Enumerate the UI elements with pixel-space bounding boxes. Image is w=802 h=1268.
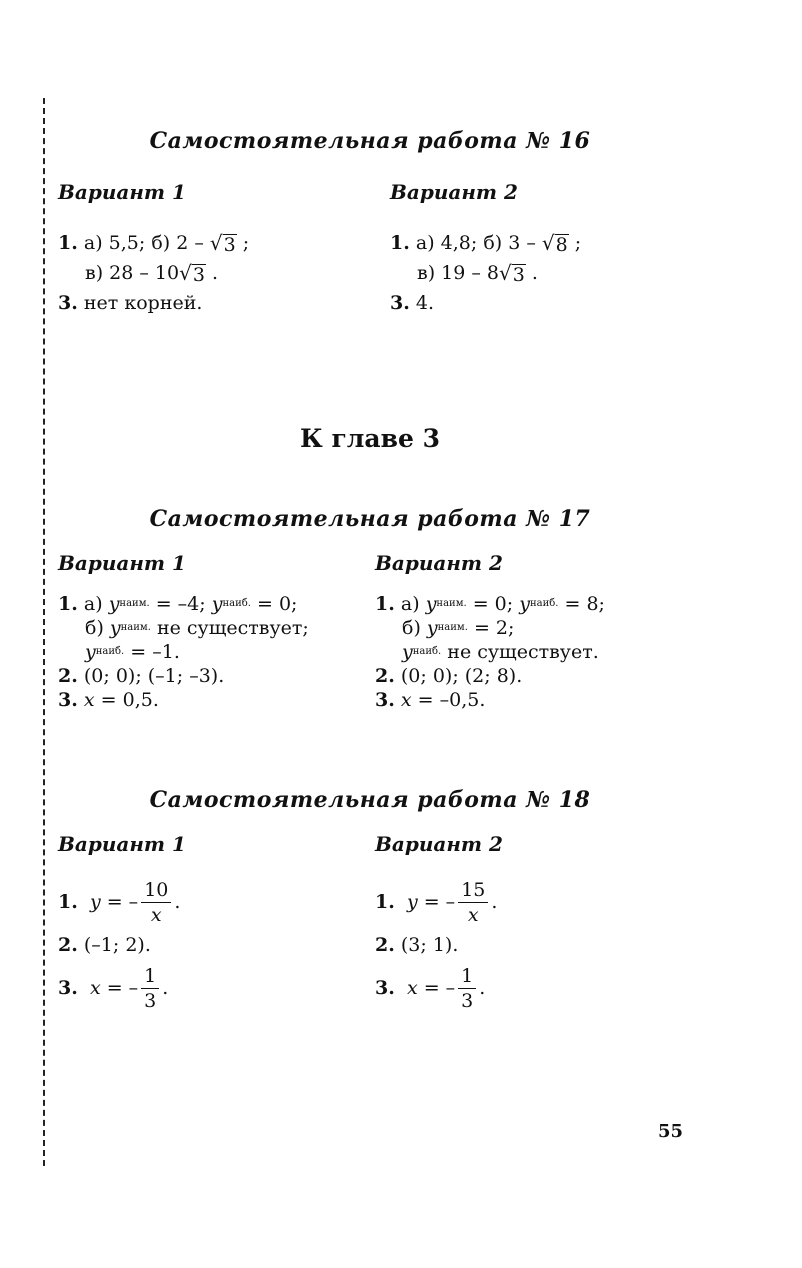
s18-variant-1-label: Вариант 1: [58, 832, 186, 856]
s17-v1-answer-3: 3. x = 0,5.: [58, 689, 159, 711]
fraction: $\frac{10}{x}$: [141, 878, 171, 927]
section-18-title: Самостоятельная работа № 18: [149, 787, 591, 813]
sqrt-symbol: √ 8: [541, 230, 568, 256]
s17-v2-answer-1a: 1. а) y наим. = 0; y наиб. = 8;: [375, 593, 605, 615]
s16-variant-1-answers: [58, 228, 249, 318]
s16-v2-answer-1b: в) 19 – 8 √ 3 .: [417, 260, 538, 286]
s17-v1-answer-1a: 1. а) y наим. = –4; y наиб. = 0;: [58, 593, 298, 615]
section-16-title: Самостоятельная работа № 16: [149, 128, 591, 154]
s18-v2-answer-3: 3. x = – $\frac{1}{3}$ .: [375, 964, 486, 1012]
s17-v1-answer-1b: б) y наим. не существует;: [85, 617, 309, 639]
s16-v2-answer-3: 3. 4.: [390, 292, 435, 314]
cut-line: [43, 98, 45, 1166]
page-number: 55: [658, 1121, 684, 1142]
s17-variant-1-answers: [58, 592, 309, 712]
s17-variant-2-answers: [375, 592, 605, 712]
s16-v2-answer-1a: 1. а) 4,8; б) 3 – √ 8 ;: [390, 230, 582, 256]
s18-v1-answer-2: 2. (–1; 2).: [58, 934, 151, 956]
s16-variant-2-label: Вариант 2: [390, 180, 518, 204]
s17-v2-answer-2: 2. (0; 0); (2; 8).: [375, 665, 523, 687]
sqrt-symbol: √ 3: [499, 260, 525, 286]
s18-v1-answer-3: 3. x = – $\frac{1}{3}$ .: [58, 964, 169, 1012]
s17-v2-answer-1c: y наиб. не существует.: [402, 641, 599, 663]
s16-v1-answer-1a: 1. а) 5,5; б) 2 – √ 3 ;: [58, 230, 250, 256]
s18-variant-2-label: Вариант 2: [375, 832, 503, 856]
s17-v2-answer-3: 3. x = –0,5.: [375, 689, 486, 711]
section-17-title: Самостоятельная работа № 17: [149, 506, 591, 532]
chapter-title: К главе 3: [300, 424, 440, 453]
s16-variant-2-answers: [390, 228, 581, 318]
s17-variant-1-label: Вариант 1: [58, 551, 186, 575]
fraction: $\frac{15}{x}$: [458, 878, 488, 927]
s16-v1-answer-3: 3. нет корней.: [58, 292, 203, 314]
s17-variant-2-label: Вариант 2: [375, 551, 503, 575]
s17-v2-answer-1b: б) y наим. = 2;: [402, 617, 515, 639]
sqrt-symbol: √ 3: [209, 230, 236, 256]
s17-v1-answer-1c: y наиб. = –1.: [85, 641, 180, 663]
s18-v1-answer-1: 1. y = – $\frac{10}{x}$ .: [58, 878, 181, 926]
s16-v1-answer-1b: в) 28 – 10 √ 3 .: [85, 260, 219, 286]
s18-variant-1-answers: [58, 874, 180, 1016]
s17-v1-answer-2: 2. (0; 0); (–1; –3).: [58, 665, 225, 687]
s16-variant-1-label: Вариант 1: [58, 180, 186, 204]
s18-variant-2-answers: [375, 874, 497, 1016]
s18-v2-answer-1: 1. y = – $\frac{15}{x}$ .: [375, 878, 498, 926]
sqrt-symbol: √ 3: [179, 260, 205, 286]
fraction: $\frac{1}{3}$: [141, 964, 159, 1013]
s18-v2-answer-2: 2. (3; 1).: [375, 934, 459, 956]
fraction: $\frac{1}{3}$: [458, 964, 476, 1013]
